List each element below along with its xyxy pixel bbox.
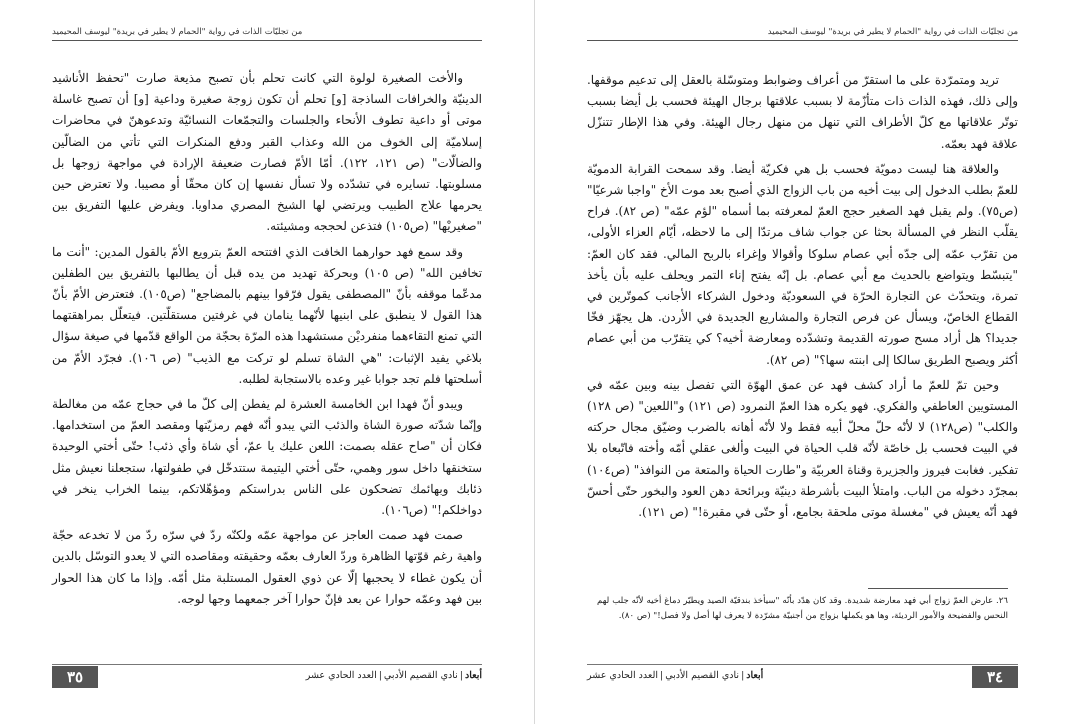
right-body-text — [587, 70, 1018, 527]
footer-brand: أبعاد — [746, 670, 764, 681]
page-footer: أبعاد|نادي القصيم الأدبي|العدد الحادي عشر — [587, 670, 764, 681]
footer-rule — [587, 664, 1018, 665]
paragraph: تريد ومتمرّدة على ما استقرّ من أعراف وضوابط ومتوسّلة بالعقل إلى تدعيم موقفها. وإلى ذلك، فهذه الذات ذات متأزّمة لا بسبب علاقتها برجال الهيئة فحسب بل أيضا بسبب توتّر علاقاتها مع كلّ الأطراف التي تنهل من منهل رجال الهيئة. وفي هذا الإطار تتنزّل علاقة فهد بعمّه. — [587, 73, 1018, 151]
left-page — [0, 0, 535, 724]
paragraph: والأخت الصغيرة لولوة التي كانت تحلم بأن تصبح مذيعة صارت "تحفظ الأناشيد الدينيّة والخرافات الساذجة [و] تحلم أن تكون زوجة صغيرة وداعية [و] أن تصبح غاسلة موتى أو داعية تطوف الأنحاء والجلسات والتجمّعات النسائيّة وتدعوهنّ في محاضرات إسلاميّة إلى الخوف من الله وعذاب القبر ودفع المنكرات التي تأتي من الضالّين والضالّات" (ص ١٢١، ١٢٢). أمّا الأمّ فصارت ضعيفة الإرادة في مواجهة زوجها بل مسلوبتها. تسايره في تشدّده ولا تسأل نفسها إن كان محقّا أو مصيبا. ولا تعترض حين يحرمها علاج الطبيب ويرتضي لها الشيخ المصري مداويا. ويفرض عليها التفريق بين "صغيريْها" (ص١٠٥) فتذعن لحججه ومشيئته. — [52, 71, 482, 234]
page-number: ٣٤ — [972, 666, 1018, 688]
page-footer: أبعاد|نادي القصيم الأدبي|العدد الحادي عشر — [305, 670, 482, 681]
footnote-rule — [868, 588, 1008, 589]
running-head-text: من تجليّات الذات في رواية "الحمام لا يطير في بريدة" ليوسف المحيميد — [767, 27, 1018, 37]
footer-issue: العدد الحادي عشر — [305, 670, 377, 681]
running-head — [587, 26, 1018, 41]
page-number: ٣٥ — [52, 666, 98, 688]
running-head-text: من تجليّات الذات في رواية "الحمام لا يطير في بريدة" ليوسف المحيميد — [52, 27, 303, 37]
left-body-text — [52, 68, 482, 614]
paragraph: صمت فهد صمت العاجز عن مواجهة عمّه ولكنّه ردّ في سرّه ردّ من لا تخدعه حجّة واهية رغم قوّتها الظاهرة وردّ العارف بعمّه وحقيقته ومقاصده التي لا يعدو التوسّل بالدين أن يكون غطاء لا يحجبها إلّا عن ذوي العقول المستلبة مثل أمّه. وإذا ما كان هذا الحوار بين فهد وعمّه حوارا عن بعد فإنّ حوارا آخر جمعهما وجها لوجه. — [52, 528, 482, 606]
paragraph: ويبدو أنّ فهدا ابن الخامسة العشرة لم يفطن إلى كلّ ما في حجاج عمّه من مغالطة وإنّما شدّته صورة الشاة والذئب التي يبدو أنّه فهم رمزيّتها ومقصد العمّ من استخدامها. فكان أن "صاح عقله بصمت: اللعن عليك يا عمّ، أي شاة وأي ذئب! حتّى أختي الوحيدة ستخنقها داخل سور وهمي، حتّى أختي اليتيمة ستتدخّل في طفولتها، ستجعلنا نعيش مثل ذئابك وبهائمك تضحكون على الناس بدراستكم ومؤهّلاتكم، بينما الخراب ينخر في دواخلكم!" (ص١٠٦). — [52, 397, 482, 518]
paragraph: وحين تمّ للعمّ ما أراد كشف فهد عن عمق الهوّة التي تفصل بينه وبين عمّه في المستويين العاطفي والفكري. فهو يكره هذا العمّ النمرود (ص ١٢١) و"اللعين" (ص ١٢٨) والكلب" (ص١٢٨) لا لأنّه حلّ محلّ أبيه فقط ولا لأنّه أهانه بالضرب وضيّق مجال حركته في البيت فحسب بل خاصّة لأنّه قلب الحياة في البيت وألغى عقلي أمّه وأخته فاتّبعاه بلا تفكير. فغابت فيروز والجزيرة وقناة العربيّة و"طارت الحياة والمتعة من النوافذ" (ص١٠٤) بمجرّد دخوله من الباب. وامتلأ البيت بأشرطة دينيّة وبرائحة دهن العود والبخور حتّى أحسّ فهد أنّه يعيش في "مغسلة موتى ملحقة بجامع، أو حتّى في مقبرة!" (ص ١٢١). — [587, 377, 1019, 520]
running-head — [52, 26, 482, 41]
footer-brand: أبعاد — [465, 670, 482, 681]
footnote: ٢٦. عارض العمّ زواج أبي فهد معارضة شديدة. وقد كان هدّد بأنّه "سيأخذ بندقيّة الصيد ويطيّر دماغ أخيه لأنّه جلب لهم النحس والفضيحة والأمور الرديئة، وها هو يكملها بزواج من أجنبيّة مشرّدة لا يعرف لها أصل ولا فصل!" (ص ٨٠). — [597, 596, 1008, 621]
footer-rule — [52, 664, 482, 665]
footer-club: نادي القصيم الأدبي — [665, 670, 740, 681]
paragraph: والعلاقة هنا ليست دمويّة فحسب بل هي فكريّة أيضا. وقد سمحت القرابة الدمويّة للعمّ بطلب الدخول إلى بيت أخيه من باب الزواج الذي أصبح بعد موت الأخ "واجبا شرعيّا" (ص٧٥). ولم يقبل فهد الصغير حجج العمّ لمعرفته بما أسماه "لؤم عمّه" (ص ٨٢). فراح يقلّب النظر في المسألة بحثا عن جواب شاف مرتدّا إلى ما لاحظه، أيّام العزاء الأولى، من تقرّب عمّه إلى جدّه أبي عصام سلوكا وأقوالا وإغراء بالربح المالي. فقد كان العمّ: "يتبسّط ويتواضع بالحديث مع أبي عصام. بل إنّه يفتح إناء التمر ويحلف عليه بأن يأخذ تمرة، ويتحدّث عن التجارة الحرّة في السعوديّة ودخول الشركاء الأجانب كموتّرين في القطاع الخاصّ، ويسأل عن فرص التجارة والمشاريع الجديدة في الأردن. هل يجهّز فخّا جديدا؟ هل أراد مسح صورته القديمة وتشدّده ومعارضة أخيه؟ كي يتقرّب من أبي عصام أكثر ويصبح الطريق سالكا إلى ابنته سها؟" (ص ٨٢). — [587, 161, 1018, 367]
paragraph: وقد سمع فهد حوارهما الخافت الذي افتتحه العمّ بترويع الأمّ بالقول المدين: "أنت ما تخافين الله" (ص ١٠٥) وبحركة تهديد من يده قبل أن يطالبها بالتفريق بين الطفلين مدعّما موقفه بأنّ "المصطفى يقول فرّقوا بينهم بالمضاجع" (ص١٠٥). فتعترض الأمّ بأنّ هذا القول لا ينطبق على ابنيها لأنّهما ينامان في غرفتين مستقلّتين. فيتعلّل بمراهقتهما التي تمنع التقاءهما منفرديْن مستشهدا هذه المرّة بحجّة من الواقع قدّمها في صيغة سؤال بلاغي يفيد الإثبات: "هي الشاة تسلم لو تركت مع الذيب" (ص ١٠٦). فجرّد الأمّ من أسلحتها فلم تجد جوابا غير وعده بالاستجابة لطلبه. — [52, 244, 482, 386]
right-page — [535, 0, 1070, 724]
footer-issue: العدد الحادي عشر — [587, 670, 658, 681]
footer-club: نادي القصيم الأدبي — [383, 670, 458, 681]
